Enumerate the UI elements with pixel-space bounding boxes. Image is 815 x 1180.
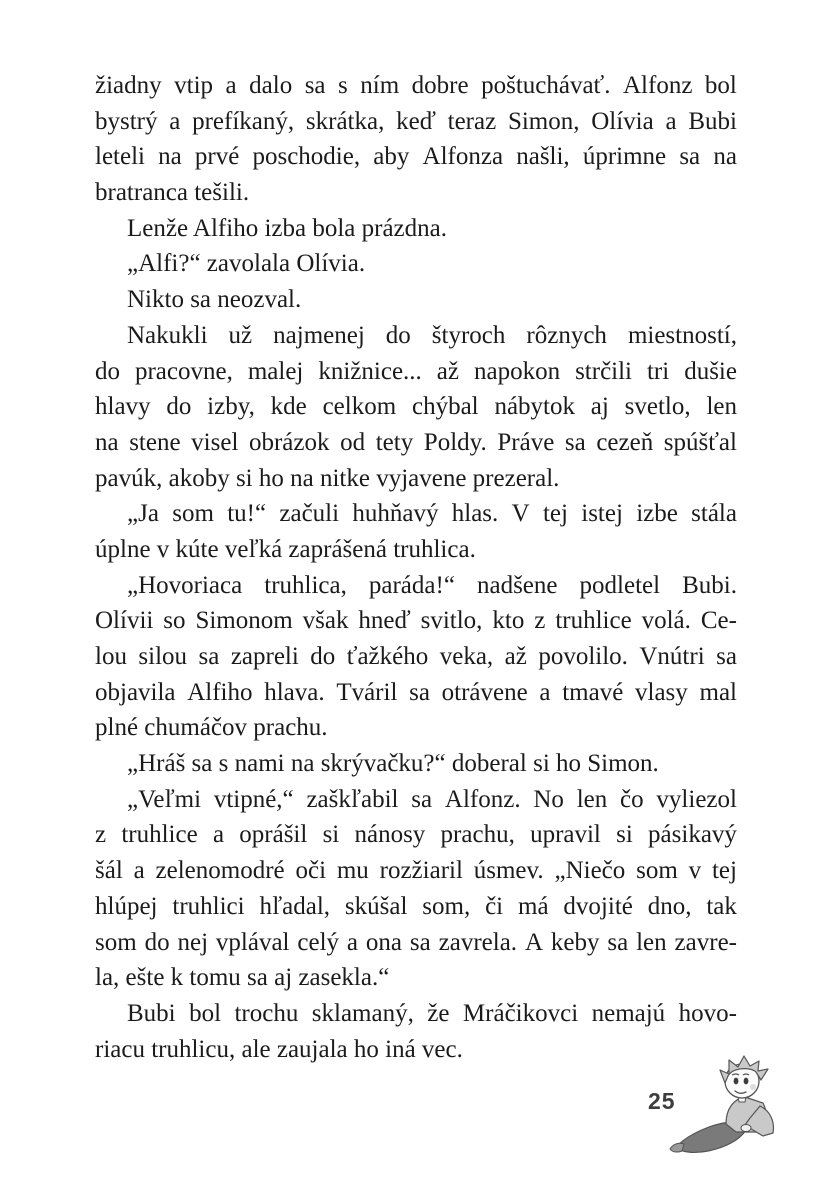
- text-line: hlavy do izby, kde celkom chýbal nábytok aj svetlo, len: [95, 393, 737, 421]
- reclining-child-illustration: [666, 1054, 808, 1166]
- text-line: do pracovne, malej knižnice... až napokon strčili tri dušie: [95, 357, 737, 385]
- text-line: Nakukli už najmenej do štyroch rôznych miestností,: [127, 321, 737, 349]
- text-line: „Veľmi vtipné,“ zaškľabil sa Alfonz. No len čo vyliezol: [127, 785, 737, 813]
- text-line: Olívii so Simonom však hneď svitlo, kto z truhlice volá. Ce-: [95, 607, 737, 635]
- text-line: Nikto sa neozval.: [127, 286, 302, 314]
- text-line: bystrý a prefíkaný, skrátka, keď teraz Simon, Olívia a Bubi: [95, 107, 737, 135]
- text-line: „Alfi?“ zavolala Olívia.: [127, 250, 366, 278]
- text-line: „Hráš sa s nami na skrývačku?“ doberal si ho Simon.: [127, 750, 659, 778]
- text-line: leteli na prvé poschodie, aby Alfonza našli, úprimne sa na: [95, 143, 737, 171]
- text-line: Bubi bol trochu sklamaný, že Mráčikovci nemajú hovo-: [127, 999, 737, 1027]
- text-line: „Ja som tu!“ začuli huhňavý hlas. V tej istej izbe stála: [127, 500, 737, 528]
- text-line: na stene visel obrázok od tety Poldy. Práve sa cezeň spúšťal: [95, 428, 737, 456]
- text-line: la, ešte k tomu sa aj zasekla.“: [95, 964, 390, 992]
- text-line: šál a zelenomodré oči mu rozžiaril úsmev. „Niečo som v tej: [95, 857, 737, 885]
- text-line: riacu truhlicu, ale zaujala ho iná vec.: [95, 1035, 463, 1063]
- text-line: Lenže Alfiho izba bola prázdna.: [127, 214, 447, 242]
- text-line: objavila Alfiho hlava. Tváril sa otrávene a tmavé vlasy mal: [95, 678, 737, 706]
- page-text: [95, 68, 737, 1067]
- text-line: bratranca tešili.: [95, 179, 250, 207]
- text-line: žiadny vtip a dalo sa s ním dobre poštuchávať. Alfonz bol: [95, 72, 737, 99]
- text-line: som do nej vplával celý a ona sa zavrela. A keby sa len zavre-: [95, 928, 737, 956]
- text-line: „Hovoriaca truhlica, paráda!“ nadšene podletel Bubi.: [127, 571, 737, 599]
- text-line: lou silou sa zapreli do ťažkého veka, až povolilo. Vnútri sa: [95, 643, 737, 670]
- page-number: 25: [648, 1088, 676, 1114]
- text-line: z truhlice a oprášil si nánosy prachu, upravil si pásikavý: [95, 821, 737, 849]
- text-line: hlúpej truhlici hľadal, skúšal som, či má dvojité dno, tak: [95, 892, 737, 920]
- text-line: pavúk, akoby si ho na nitke vyjavene prezeral.: [95, 464, 560, 492]
- text-line: plné chumáčov prachu.: [95, 714, 328, 742]
- text-line: úplne v kúte veľká zaprášená truhlica.: [95, 535, 476, 563]
